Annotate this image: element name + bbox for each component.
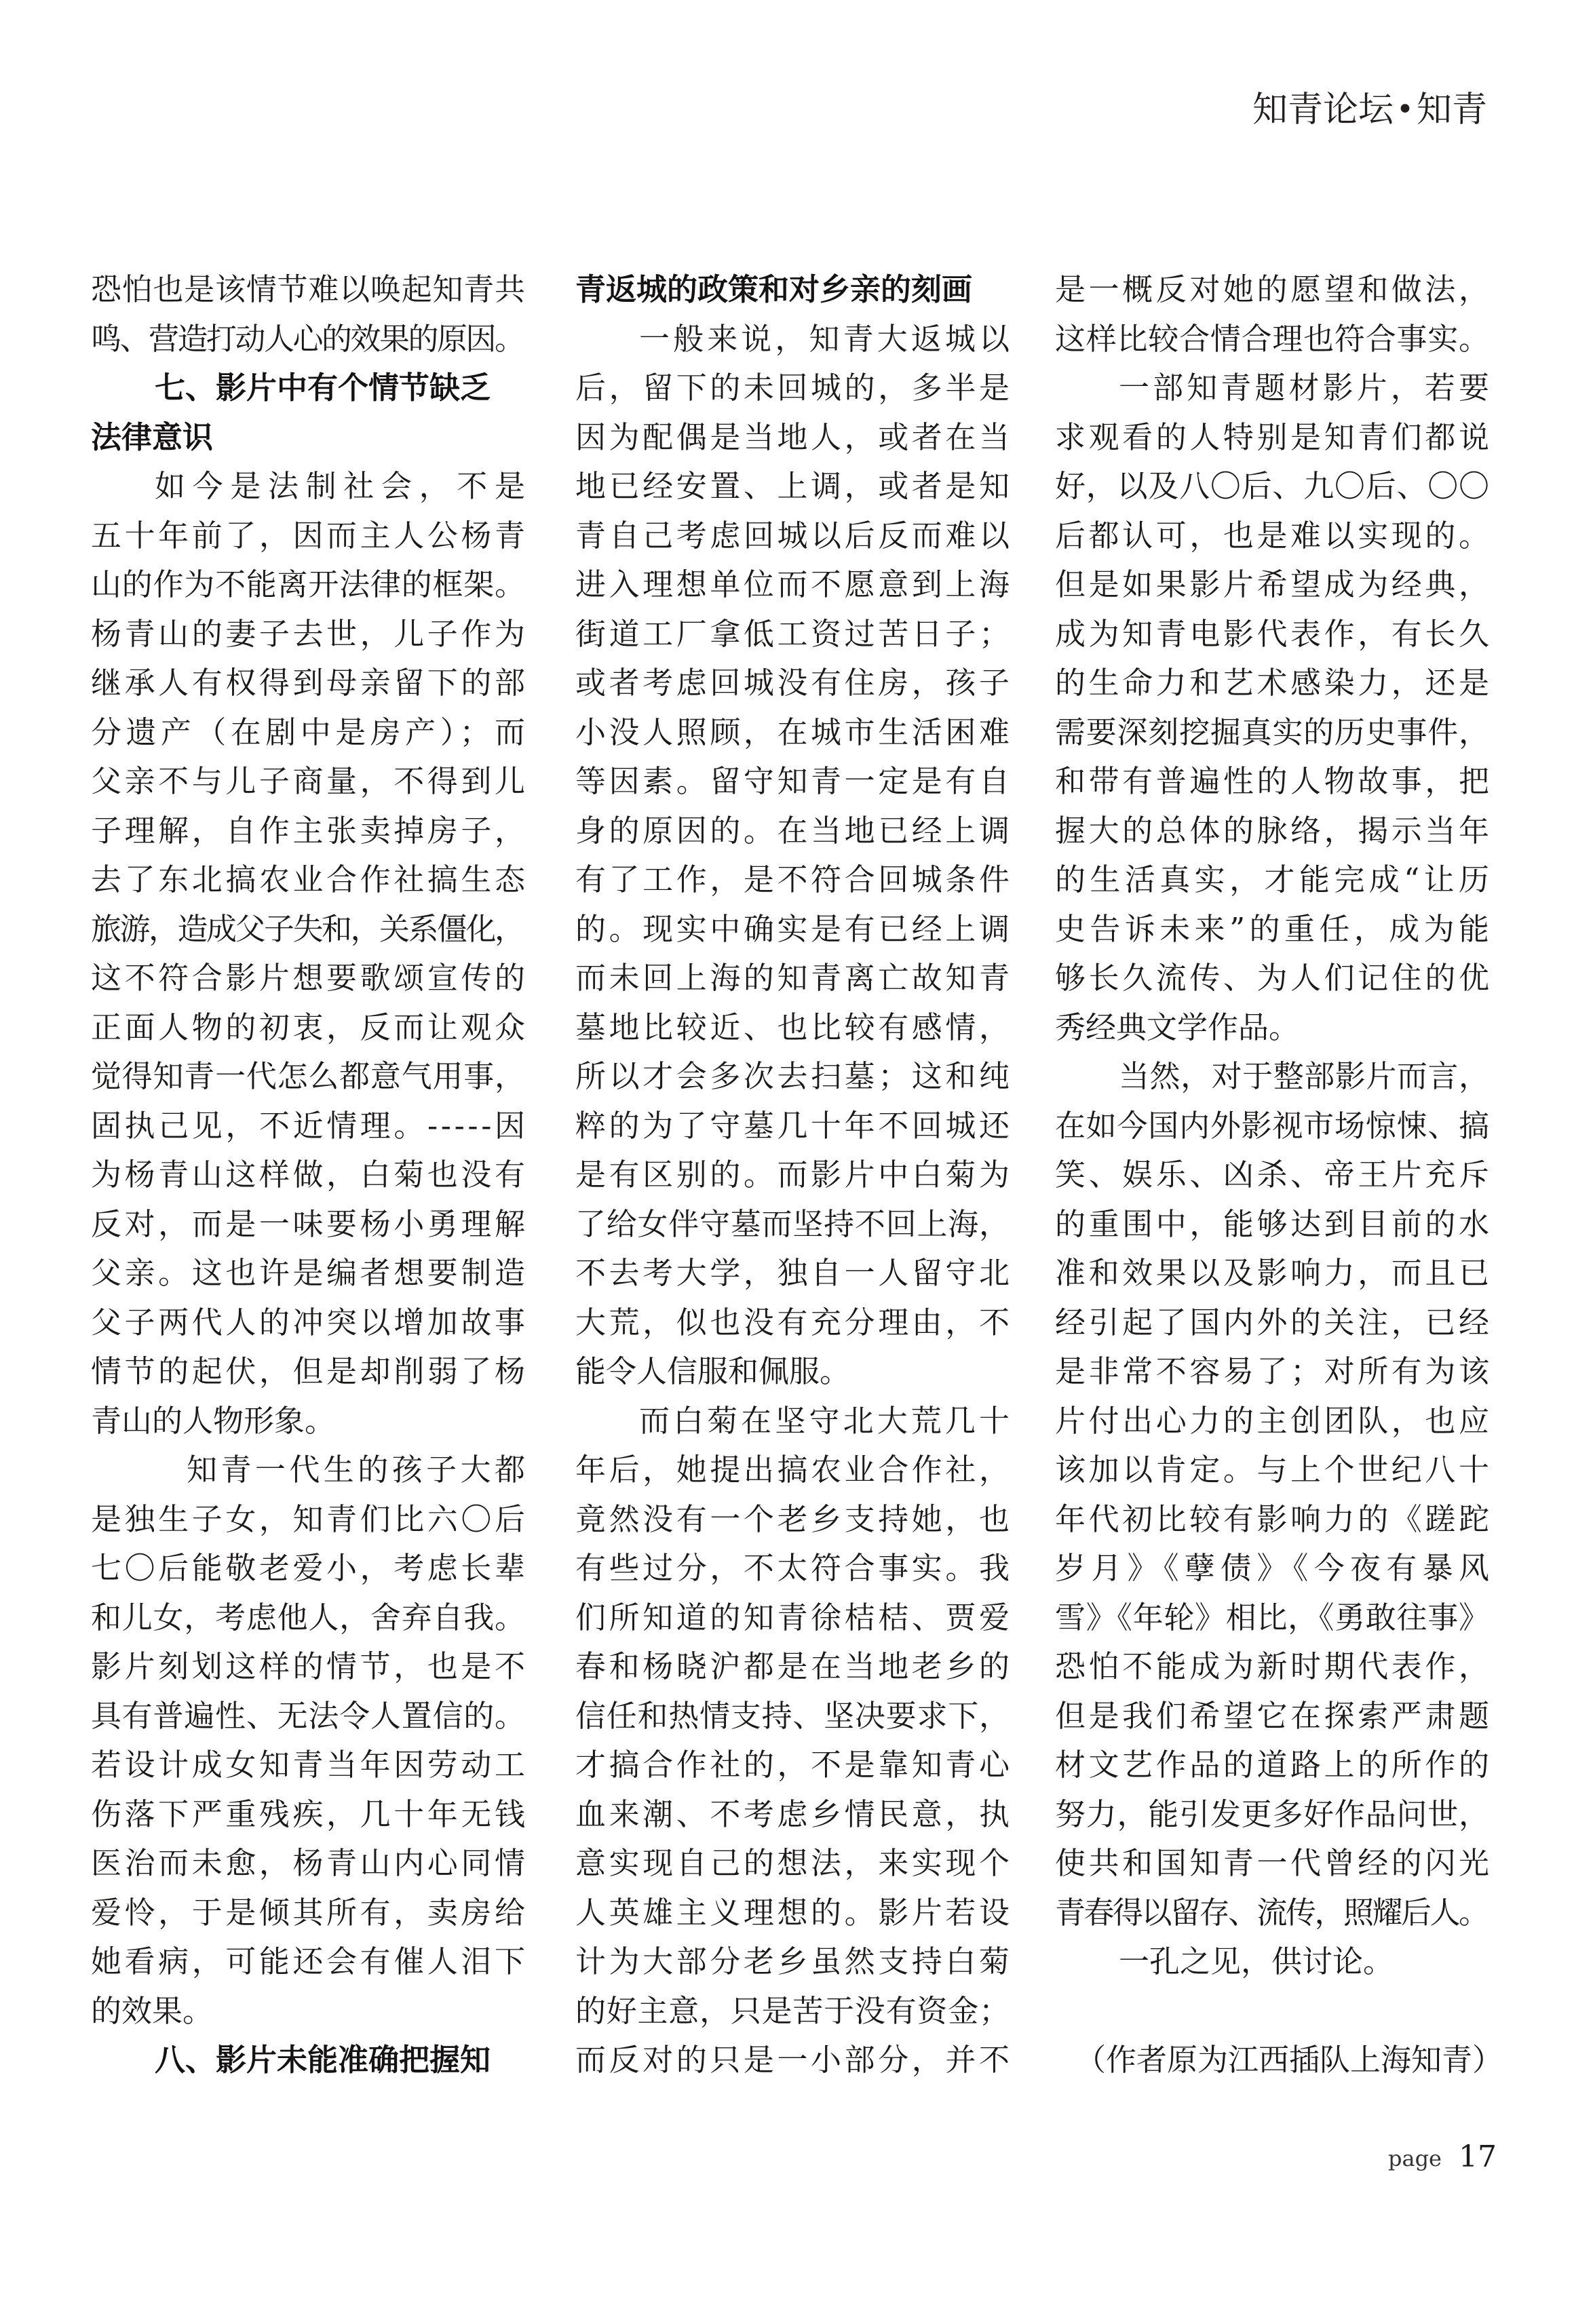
- body-text-line: 身的原因的。在当地已经上调: [575, 812, 1013, 849]
- body-text-line: 一孔之见，供讨论。: [1119, 1943, 1394, 1979]
- body-text-line: 的重围中，能够达到目前的水: [1055, 1205, 1493, 1242]
- body-text-line: 进入理想单位而不愿意到上海: [575, 566, 1013, 602]
- body-text-line: 的生命力和艺术感染力，还是: [1055, 665, 1493, 701]
- body-text-line: 街道工厂拿低工资过苦日子；: [575, 615, 1013, 652]
- body-text-line: 了给女伴守墓而坚持不回上海，: [575, 1205, 1010, 1242]
- body-text-line: 的生活真实，才能完成“让历: [1055, 861, 1494, 897]
- body-text-line: 而未回上海的知青离亡故知青: [575, 960, 1013, 996]
- body-text-line: 雪》《年轮》相比，《勇敢往事》: [1055, 1599, 1490, 1635]
- body-text-line: 当然，对于整部影片而言，: [1119, 1058, 1490, 1094]
- body-text-line: 父子两代人的冲突以增加故事: [91, 1304, 529, 1340]
- running-header: [1252, 87, 1487, 133]
- header-category: 知青: [1416, 90, 1487, 130]
- body-text-line: 后都认可，也是难以实现的。: [1055, 517, 1493, 554]
- body-text-line: 父亲不与儿子商量，不得到儿: [91, 763, 529, 799]
- body-text-line: 子理解，自作主张卖掉房子，: [91, 812, 529, 849]
- body-text-line: 准和效果以及影响力，而且已: [1055, 1255, 1493, 1291]
- body-text-line: 墓地比较近、也比较有感情，: [575, 1009, 1013, 1045]
- body-text-line: 若设计成女知青当年因劳动工: [91, 1747, 529, 1783]
- body-text-line: 具有普遍性、无法令人置信的。: [91, 1697, 526, 1734]
- body-text-line: 春和杨晓沪都是在当地老乡的: [575, 1648, 1013, 1684]
- body-text-line: 信任和热情支持、坚决要求下，: [575, 1697, 1010, 1734]
- body-text-line: 鸣、营造打动人心的效果的原因。: [91, 320, 524, 357]
- body-text-line: 后，留下的未回城的，多半是: [575, 370, 1013, 406]
- body-text-line: 在如今国内外影视市场惊悚、搞: [1055, 1107, 1490, 1144]
- body-text-line: 使共和国知青一代曾经的闪光: [1055, 1845, 1493, 1881]
- body-text-line: 小没人照顾，在城市生活困难: [575, 714, 1013, 750]
- body-text-line: 是有区别的。而影片中白菊为: [575, 1157, 1013, 1193]
- body-text-line: 成为知青电影代表作，有长久: [1055, 615, 1493, 652]
- header-bullet: •: [1396, 92, 1414, 127]
- body-text-line: 的效果。: [91, 1992, 214, 2029]
- body-text-line: 秀经典文学作品。: [1055, 1009, 1300, 1045]
- body-text-line: 人英雄主义理想的。影片若设: [575, 1894, 1013, 1931]
- author-byline: （作者原为江西插队上海知青）: [1075, 2042, 1503, 2078]
- article-column-1: [91, 265, 533, 2110]
- body-text-line: 而反对的只是一小部分，并不: [575, 2042, 1013, 2078]
- body-text-line: 这样比较合情合理也符合事实。: [1055, 320, 1490, 357]
- section-heading-line: 青返城的政策和对乡亲的刻画: [575, 271, 973, 307]
- body-text-line: 为杨青山这样做，白菊也没有: [91, 1157, 529, 1193]
- body-text-line: 情节的起伏，但是却削弱了杨: [91, 1353, 529, 1389]
- body-text-line: 材文艺作品的道路上的所作的: [1055, 1747, 1493, 1783]
- body-text-line: 经引起了国内外的关注，已经: [1055, 1304, 1493, 1340]
- body-text-line: 年代初比较有影响力的《蹉跎: [1055, 1500, 1493, 1537]
- body-text-line: 五十年前了，因而主人公杨青: [91, 517, 529, 554]
- body-text-line: 所以才会多次去扫墓；这和纯: [575, 1058, 1013, 1094]
- body-text-line: 因为配偶是当地人，或者在当: [575, 419, 1013, 455]
- body-text-line: 分遗产（在剧中是房产）；而: [91, 714, 530, 750]
- body-text-line: 竟然没有一个老乡支持她，也: [575, 1500, 1013, 1537]
- body-text-line: 青山的人物形象。: [91, 1402, 336, 1439]
- body-text-line: 和带有普遍性的人物故事，把: [1055, 763, 1493, 799]
- body-text-line: 粹的为了守墓几十年不回城还: [575, 1107, 1013, 1144]
- body-text-line: 恐怕也是该情节难以唤起知青共: [91, 271, 526, 307]
- page-footer: [1384, 2138, 1497, 2176]
- body-text-line: 需要深刻挖掘真实的历史事件，: [1055, 714, 1490, 750]
- body-text-line: 旅游，造成父子失和，关系僵化，: [91, 910, 524, 947]
- body-text-line: 如今是法制社会，不是: [155, 468, 533, 504]
- body-text-line: 的好主意，只是苦于没有资金；: [575, 1992, 1010, 2029]
- page-number: 17: [1459, 2139, 1497, 2174]
- body-text-line: 好，以及八〇后、九〇后、〇〇: [1055, 468, 1490, 504]
- body-text-line: 和儿女，考虑他人，舍弃自我。: [91, 1599, 526, 1635]
- body-text-line: 岁月》《孽债》《今夜有暴风: [1055, 1550, 1495, 1586]
- article-column-2: [575, 265, 1014, 2110]
- header-section-title: 知青论坛: [1252, 90, 1394, 130]
- body-text-line: 这不符合影片想要歌颂宣传的: [91, 960, 529, 996]
- body-text-line: 们所知道的知青徐桔桔、贾爱: [575, 1599, 1013, 1635]
- body-text-line: 但是如果影片希望成为经典，: [1055, 566, 1493, 602]
- section-heading-line: 法律意识: [91, 419, 214, 455]
- body-text-line: 山的作为不能离开法律的框架。: [91, 566, 526, 602]
- body-text-line: 正面人物的初衷，反而让观众: [91, 1009, 529, 1045]
- body-text-line: 有些过分，不太符合事实。我: [575, 1550, 1013, 1586]
- body-text-line: 大荒，似也没有充分理由，不: [575, 1304, 1013, 1340]
- body-text-line: 伤落下严重残疾，几十年无钱: [91, 1796, 529, 1832]
- body-text-line: 但是我们希望它在探索严肃题: [1055, 1697, 1493, 1734]
- body-text-line: 知青一代生的孩子大都: [187, 1452, 529, 1488]
- body-text-line: 是非常不容易了；对所有为该: [1055, 1353, 1493, 1389]
- body-text-line: 求观看的人特别是知青们都说: [1055, 419, 1493, 455]
- section-heading-line: 七、影片中有个情节缺乏: [155, 370, 491, 406]
- body-text-line: 才搞合作社的，不是靠知青心: [575, 1747, 1013, 1783]
- body-text-line: 去了东北搞农业合作社搞生态: [91, 861, 529, 897]
- body-text-line: 意实现自己的想法，来实现个: [575, 1845, 1013, 1881]
- body-text-line: 不去考大学，独自一人留守北: [575, 1255, 1013, 1291]
- body-text-line: 片付出心力的主创团队，也应: [1055, 1402, 1493, 1439]
- body-text-line: 一部知青题材影片，若要: [1119, 370, 1493, 406]
- page-label: page: [1388, 2146, 1442, 2171]
- body-text-line: 她看病，可能还会有催人泪下: [91, 1943, 529, 1979]
- body-text-line: 杨青山的妻子去世，儿子作为: [91, 615, 529, 652]
- body-text-line: 计为大部分老乡虽然支持白菊: [575, 1943, 1013, 1979]
- body-text-line: 反对，而是一味要杨小勇理解: [91, 1205, 529, 1242]
- body-text-line: 青自己考虑回城以后反而难以: [575, 517, 1013, 554]
- body-text-line: 爱怜，于是倾其所有，卖房给: [91, 1894, 529, 1931]
- body-text-line: 努力，能引发更多好作品问世，: [1055, 1796, 1490, 1832]
- body-text-line: 是独生子女，知青们比六〇后: [91, 1500, 529, 1537]
- body-text-line: 握大的总体的脉络，揭示当年: [1055, 812, 1493, 849]
- section-heading-line: 八、影片未能准确把握知: [155, 2042, 491, 2078]
- body-text-line: 医治而未愈，杨青山内心同情: [91, 1845, 529, 1881]
- body-text-line: 有了工作，是不符合回城条件: [575, 861, 1013, 897]
- body-text-line: 一般来说，知青大返城以: [639, 320, 1014, 357]
- body-text-line: 固执己见，不近情理。-----因: [91, 1107, 529, 1144]
- body-text-line: 觉得知青一代怎么都意气用事，: [91, 1058, 526, 1094]
- body-text-line: 是一概反对她的愿望和做法，: [1055, 271, 1493, 307]
- body-text-line: 该加以肯定。与上个世纪八十: [1055, 1452, 1493, 1488]
- body-text-line: 够长久流传、为人们记住的优: [1055, 960, 1493, 996]
- body-text-line: 笑、娱乐、凶杀、帝王片充斥: [1055, 1157, 1493, 1193]
- article-column-3: [1055, 265, 1503, 2110]
- body-text-line: 地已经安置、上调，或者是知: [575, 468, 1013, 504]
- body-text-line: 的。现实中确实是有已经上调: [575, 910, 1013, 947]
- body-text-line: 继承人有权得到母亲留下的部: [91, 665, 529, 701]
- body-text-line: 或者考虑回城没有住房，孩子: [575, 665, 1013, 701]
- body-text-line: 血来潮、不考虑乡情民意，执: [575, 1796, 1013, 1832]
- body-text-line: 年后，她提出搞农业合作社，: [575, 1452, 1013, 1488]
- body-text-line: 父亲。这也许是编者想要制造: [91, 1255, 529, 1291]
- body-text-line: 青春得以留存、流传，照耀后人。: [1055, 1894, 1488, 1931]
- body-text-line: 恐怕不能成为新时期代表作，: [1055, 1648, 1493, 1684]
- body-text-line: 七〇后能敬老爱小，考虑长辈: [91, 1550, 529, 1586]
- body-text-line: 而白菊在坚守北大荒几十: [639, 1402, 1014, 1439]
- body-text-line: 史告诉未来”的重任，成为能: [1055, 910, 1494, 947]
- body-text-line: 影片刻划这样的情节，也是不: [91, 1648, 529, 1684]
- body-text-line: 能令人信服和佩服。: [575, 1353, 851, 1389]
- body-text-line: 等因素。留守知青一定是有自: [575, 763, 1013, 799]
